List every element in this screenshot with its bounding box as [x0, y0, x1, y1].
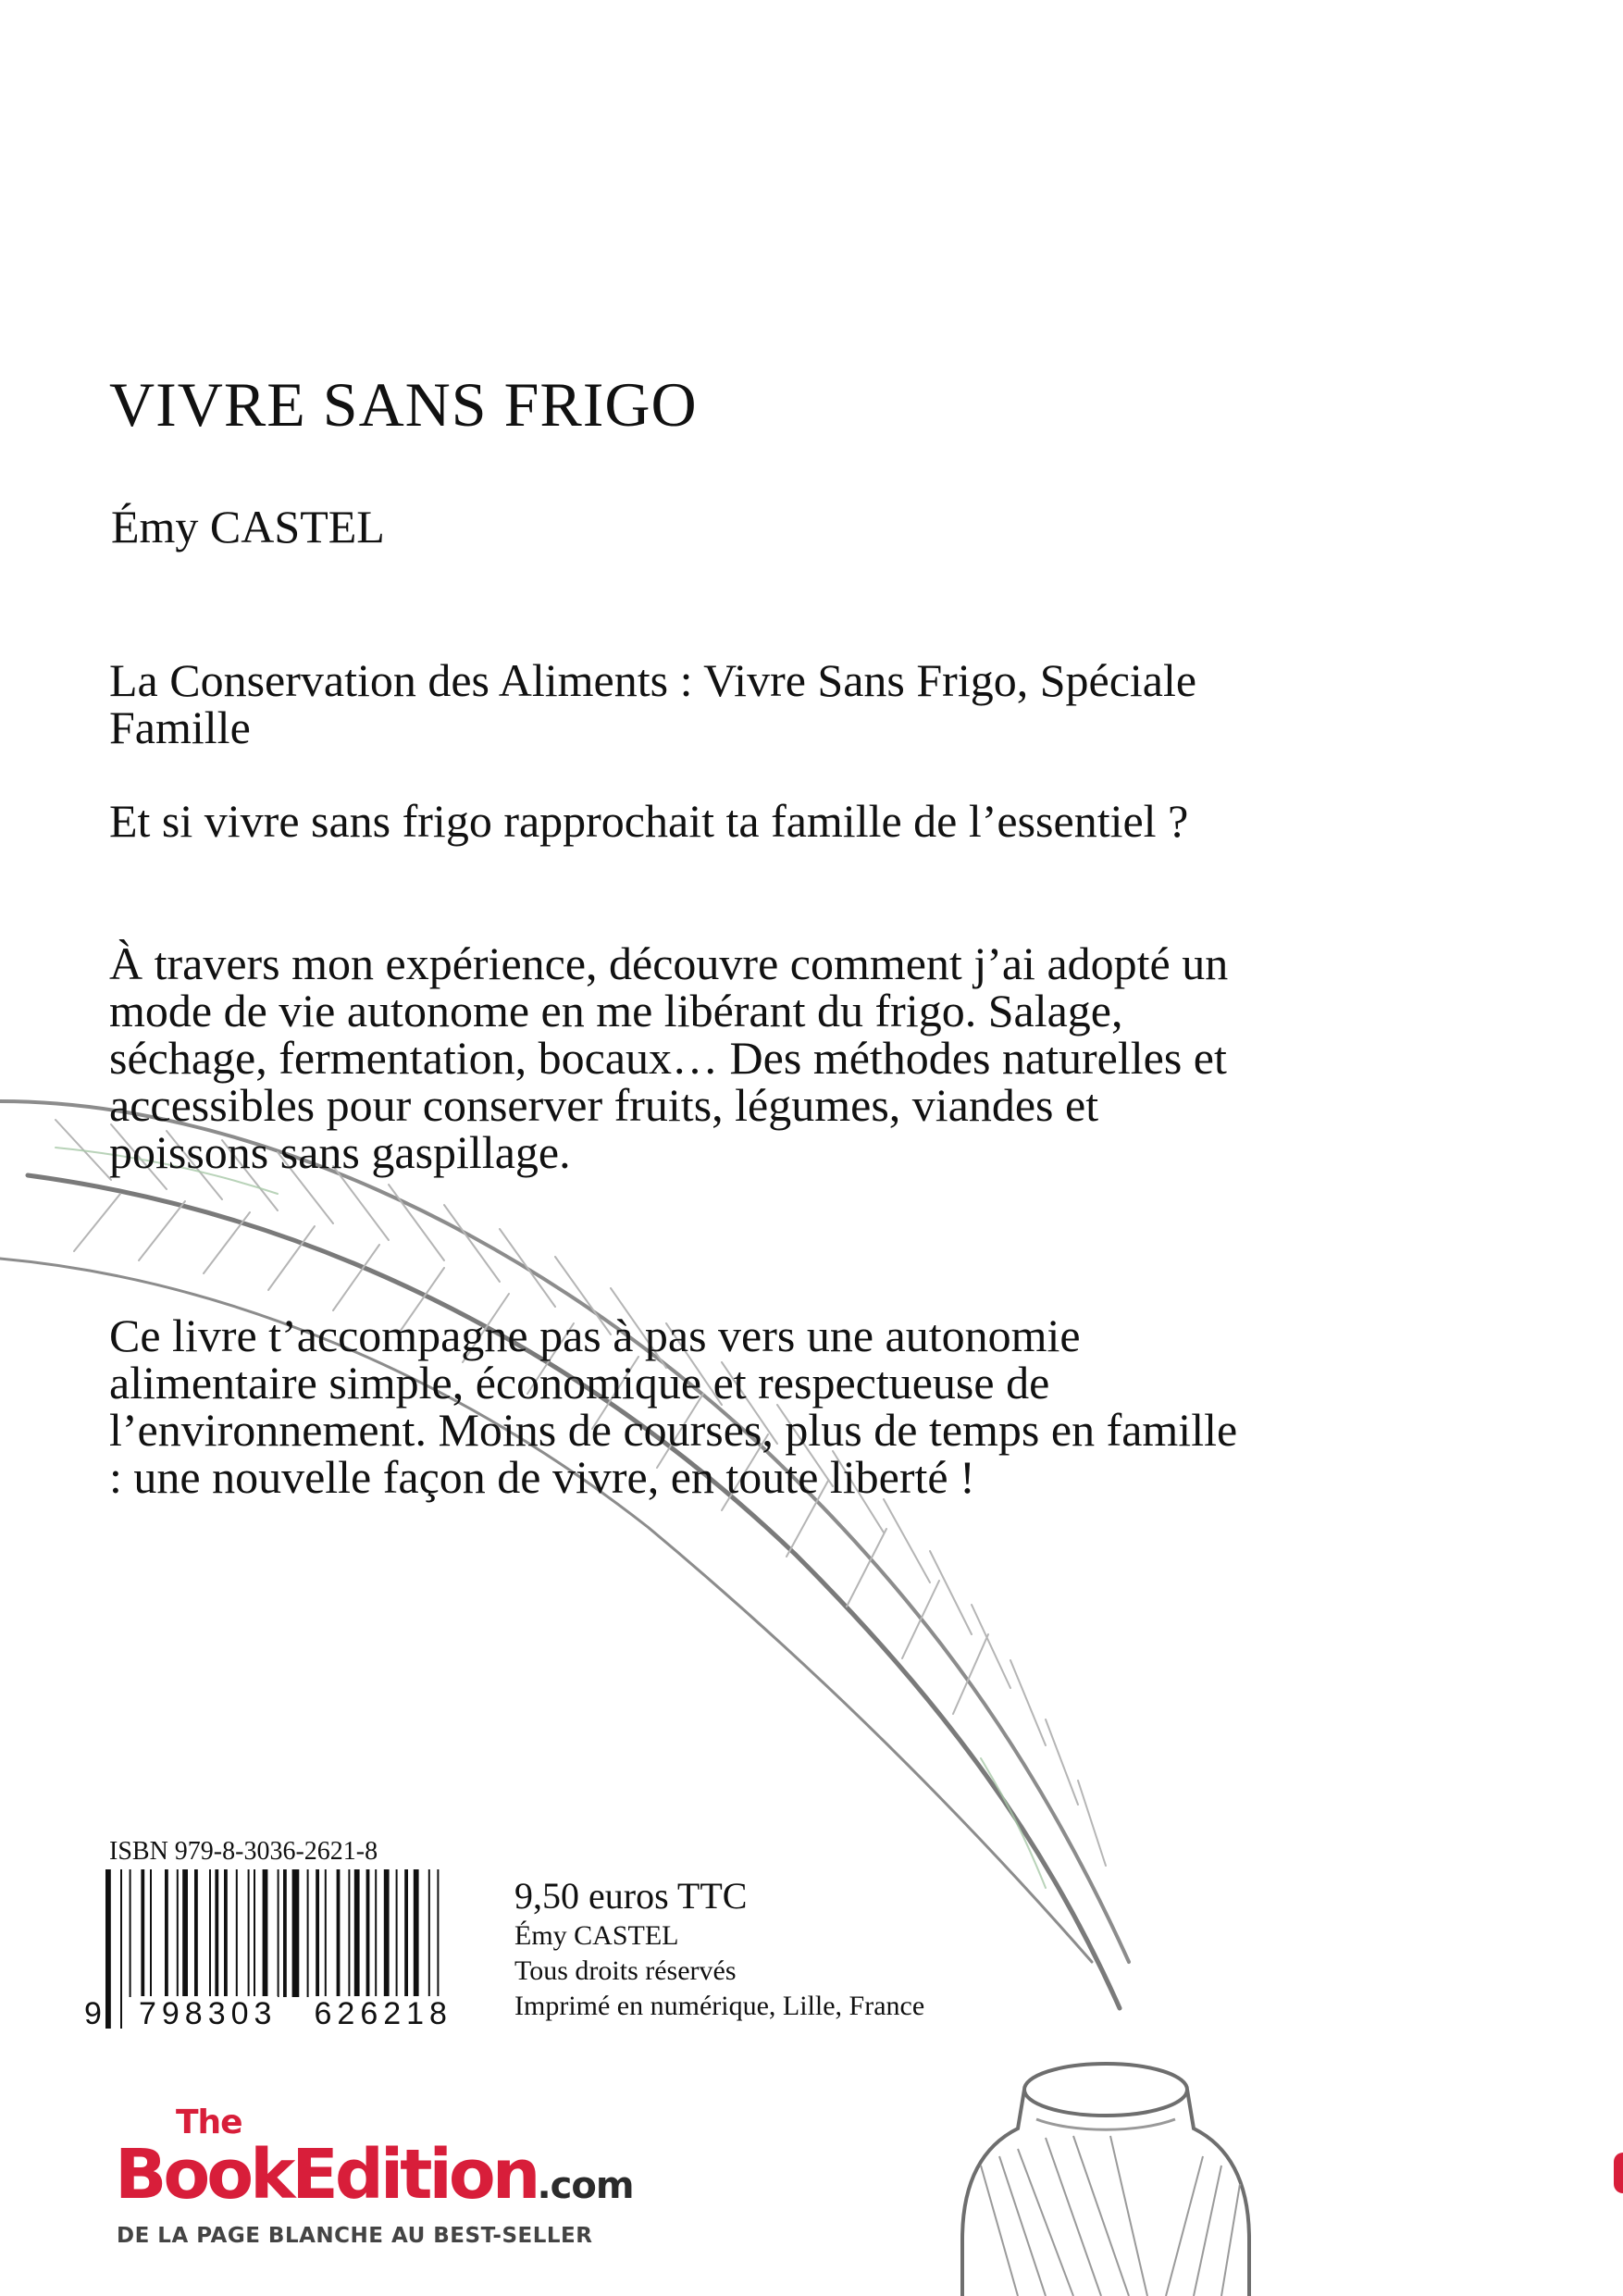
logo-the: The	[176, 2104, 242, 2141]
barcode-bar	[307, 1869, 309, 1997]
summary-paragraph-2: Ce livre t’accompagne pas à pas vers une autonomie alimentaire simple, économique et respectueuse de l’environnement. Moins de courses, plus de temps en famille : une nouvelle façon de vivre, en toute liberté !	[109, 1309, 1238, 1503]
barcode-bar	[215, 1869, 218, 1997]
barcode-bar	[283, 1869, 287, 1997]
edge-mark	[1614, 2153, 1623, 2193]
barcode-bar	[325, 1869, 327, 1997]
barcode-bar	[236, 1869, 238, 1997]
print-location: Imprimé en numérique, Lille, France	[514, 1991, 925, 2021]
summary-hook: Et si vivre sans frigo rapprochait ta famille de l’essentiel ?	[109, 795, 1189, 847]
barcode-left-digits: 798303	[138, 1995, 278, 2031]
book-title: VIVRE SANS FRIGO	[109, 369, 698, 440]
barcode-bar	[209, 1869, 211, 1997]
barcode-bar	[375, 1869, 377, 1997]
summary-paragraph-1: À travers mon expérience, découvre comment j’ai adopté un mode de vie autonome en me libérant du frigo. Salage, séchage, fermentation, bocaux… Des méthodes naturelles et accessibles pour conserver fruits, légumes, viandes et poissons sans gaspillage.	[109, 937, 1229, 1178]
barcode-bar	[384, 1869, 390, 1997]
barcode-bar	[366, 1869, 370, 1997]
barcode-bar	[348, 1869, 350, 1997]
book-author: Émy CASTEL	[111, 501, 385, 552]
rights-notice: Tous droits réservés	[514, 1955, 737, 1986]
barcode-bar	[248, 1869, 250, 1997]
logo-brand: BookEdition	[115, 2135, 538, 2215]
price: 9,50 euros TTC	[514, 1875, 748, 1917]
logo-wordmark	[115, 2133, 634, 2228]
barcode-bar	[316, 1869, 319, 1997]
barcode-bar	[428, 1869, 430, 1997]
barcode-right-digits: 626218	[314, 1995, 452, 2031]
barcode-bar	[177, 1869, 179, 1997]
barcode-bar	[182, 1869, 188, 1997]
barcode-bar	[337, 1869, 341, 1997]
barcode-bar	[130, 1869, 131, 1997]
logo-domain: .com	[537, 2165, 634, 2207]
book-subtitle: La Conservation des Aliments : Vivre Sans Frigo, Spéciale Famille	[109, 654, 1197, 753]
copyright-author: Émy CASTEL	[514, 1920, 679, 1951]
bookedition-logo	[115, 2105, 670, 2267]
barcode-lead-digit: 9	[84, 1995, 102, 2031]
isbn-label: ISBN 979-8-3036-2621-8	[109, 1837, 378, 1866]
barcode-bar	[165, 1869, 168, 1997]
barcode-bar	[396, 1869, 398, 1997]
barcode-bar	[224, 1869, 228, 1997]
barcode-bar	[278, 1869, 279, 1997]
barcode-bar	[254, 1869, 255, 1997]
barcode-bar	[263, 1869, 268, 1997]
barcode-bar	[354, 1869, 360, 1997]
barcode-bar	[404, 1869, 408, 1997]
barcode-bar	[194, 1869, 198, 1997]
barcode-digits	[83, 1995, 453, 2032]
barcode-bar	[141, 1869, 144, 1997]
logo-tagline: DE LA PAGE BLANCHE AU BEST-SELLER	[117, 2224, 593, 2248]
barcode-bar	[292, 1869, 300, 1997]
barcode-bar	[150, 1869, 152, 1997]
